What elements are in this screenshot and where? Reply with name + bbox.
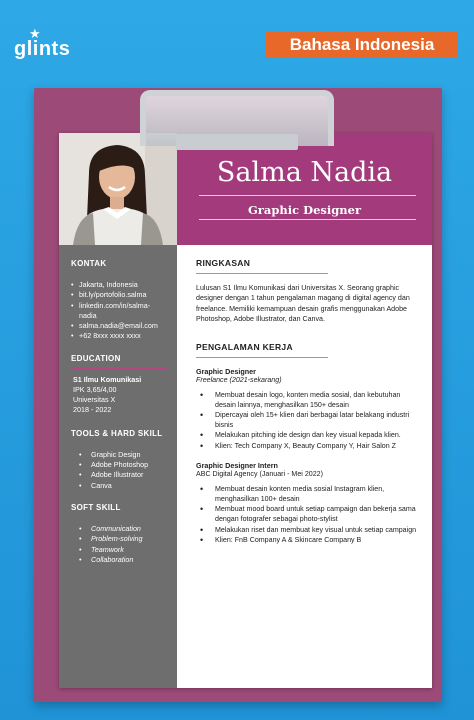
job-subtitle: Freelance (2021-sekarang) xyxy=(196,376,282,385)
contact-list xyxy=(71,280,167,342)
resume-sidebar xyxy=(59,245,177,688)
experience-heading: PENGALAMAN KERJA xyxy=(196,342,328,358)
summary-text: Lulusan S1 Ilmu Komunikasi dari Universitas X. Seorang graphic designer dengan 1 tahun pengalaman magang di digital agency dan freelance. Memiliki kemampuan desain grafis menggunakan Adobe Photoshop, Adobe Illustrator, dan Canva. xyxy=(196,284,410,324)
glints-logo xyxy=(14,26,71,61)
job-bullet: • Dipercayai oleh 15+ klien dari berbagai latar belakang industri bisnis xyxy=(196,410,418,430)
tools-list xyxy=(71,450,167,491)
resume-paper xyxy=(59,133,432,688)
header-divider xyxy=(199,195,416,196)
contact-item: • linkedin.com/in/salma-nadia xyxy=(71,301,167,322)
education-heading: EDUCATION xyxy=(71,354,167,369)
job-bullet: • Melakukan riset dan membuat key visual untuk setiap campaign xyxy=(196,525,418,535)
education-years: 2018 - 2022 xyxy=(73,404,112,414)
job-bullet: • Membuat desain logo, konten media sosial, dan kebutuhan desain lainnya, menghasilkan 150+ desain xyxy=(196,390,418,410)
job-bullets xyxy=(196,390,418,451)
contact-item: • bit.ly/portofolio.salma xyxy=(71,290,167,300)
contact-item: • Jakarta, Indonesia xyxy=(71,280,167,290)
summary-heading: RINGKASAN xyxy=(196,258,328,274)
soft-skill-heading: SOFT SKILL xyxy=(71,503,167,518)
job-bullet: • Membuat desain konten media sosial Instagram klien, menghasilkan 100+ desain xyxy=(196,484,418,504)
education-school: Universitas X xyxy=(73,394,116,404)
contact-heading: KONTAK xyxy=(71,259,167,274)
job-title: Graphic Designer Intern xyxy=(196,460,278,470)
language-badge: Bahasa Indonesia xyxy=(266,32,458,58)
soft-skill-item: • Communication xyxy=(71,524,167,534)
resume-main xyxy=(177,245,432,688)
profile-photo xyxy=(59,133,177,245)
education-block xyxy=(71,375,167,415)
resume-name: Salma Nadia xyxy=(216,157,393,188)
soft-skill-list xyxy=(71,524,167,565)
contact-item: • +62 8xxx xxxx xxxx xyxy=(71,331,167,341)
tool-item: • Adobe Photoshop xyxy=(71,460,167,470)
job-bullet: • Membuat mood board untuk setiap campaign dan bekerja sama dengan fotografer sebagai photo-stylist xyxy=(196,504,418,524)
job-subtitle: ABC Digital Agency (Januari - Mei 2022) xyxy=(196,470,323,479)
tool-item: • Adobe Illustrator xyxy=(71,470,167,480)
tool-item: • Canva xyxy=(71,481,167,491)
job-bullet: • Melakukan pitching ide design dan key visual kepada klien. xyxy=(196,430,418,440)
logo-text: glints xyxy=(14,38,71,60)
tools-heading: TOOLS & HARD SKILL xyxy=(71,429,167,444)
job-bullet: • Klien: FnB Company A & Skincare Company B xyxy=(196,535,418,545)
soft-skill-item: • Collaboration xyxy=(71,555,167,565)
soft-skill-item: • Teamwork xyxy=(71,545,167,555)
education-degree: S1 Ilmu Komunikasi xyxy=(73,374,142,384)
star-icon: ★ xyxy=(29,26,41,41)
soft-skill-item: • Problem-solving xyxy=(71,534,167,544)
education-gpa: IPK 3,65/4,00 xyxy=(73,384,117,394)
job-bullets xyxy=(196,484,418,545)
resume-title: Graphic Designer xyxy=(247,203,362,217)
header-divider xyxy=(199,219,416,220)
clipboard-clip-base xyxy=(176,134,298,150)
job-title: Graphic Designer xyxy=(196,366,256,376)
job-bullet: • Klien: Tech Company X, Beauty Company Y, Hair Salon Z xyxy=(196,441,418,451)
contact-item: • salma.nadia@email.com xyxy=(71,321,167,331)
tool-item: • Graphic Design xyxy=(71,450,167,460)
